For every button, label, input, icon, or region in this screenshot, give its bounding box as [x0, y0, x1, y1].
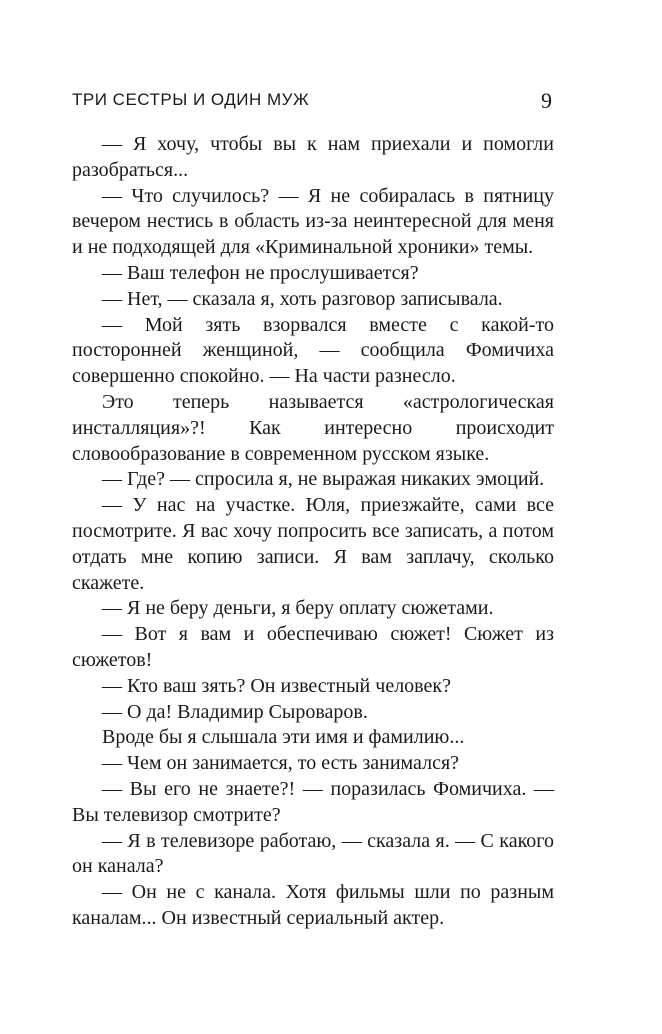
paragraph: — Кто ваш зять? Он известный человек? [102, 674, 451, 697]
paragraph: — У нас на участке. Юля, приезжайте, сами все посмотрите. Я вас хочу попросить все записать, а потом отдать мне копию записи. Я вам заплачу, сколько скажете. [72, 494, 554, 594]
paragraph: — Ваш телефон не прослушивается? [102, 261, 419, 284]
paragraph: Вроде бы я слышала эти имя и фамилию... [102, 726, 465, 749]
paragraph: — Я в телевизоре работаю, — сказала я. — С какого он канала? [72, 829, 554, 878]
paragraph: — Нет, — сказала я, хоть разговор записывала. [102, 287, 503, 310]
paragraph: — Вы его не знаете?! — поразилась Фомичиха. — Вы телевизор смотрите? [72, 777, 554, 826]
page-number: 9 [541, 88, 552, 113]
paragraph: Это теперь называется «астрологическая инсталляция»?! Как интересно происходит словообразование в современном русском языке. [72, 390, 554, 465]
paragraph: — Что случилось? — Я не собиралась в пятницу вечером нестись в область из-за неинтересной для меня и не подходящей для «Криминальной хроники» темы. [72, 184, 554, 259]
running-title: ТРИ СЕСТРЫ И ОДИН МУЖ [72, 90, 310, 109]
body-text [72, 132, 554, 932]
paragraph: — Я не беру деньги, я беру оплату сюжетами. [102, 597, 494, 620]
paragraph: — О да! Владимир Сыроваров. [102, 700, 368, 723]
paragraph: — Чем он занимается, то есть занимался? [102, 752, 460, 775]
paragraph: — Мой зять взорвался вместе с какой-то посторонней женщиной, — сообщила Фомичиха совершенно спокойно. — На части разнесло. [72, 313, 554, 388]
paragraph: — Где? — спросила я, не выражая никаких эмоций. [102, 468, 545, 491]
paragraph: — Вот я вам и обеспечиваю сюжет! Сюжет из сюжетов! [72, 623, 554, 671]
paragraph: — Я хочу, чтобы вы к нам приехали и помогли разобраться... [72, 133, 554, 181]
paragraph: — Он не с канала. Хотя фильмы шли по разным каналам... Он известный сериальный актер. [72, 881, 554, 929]
